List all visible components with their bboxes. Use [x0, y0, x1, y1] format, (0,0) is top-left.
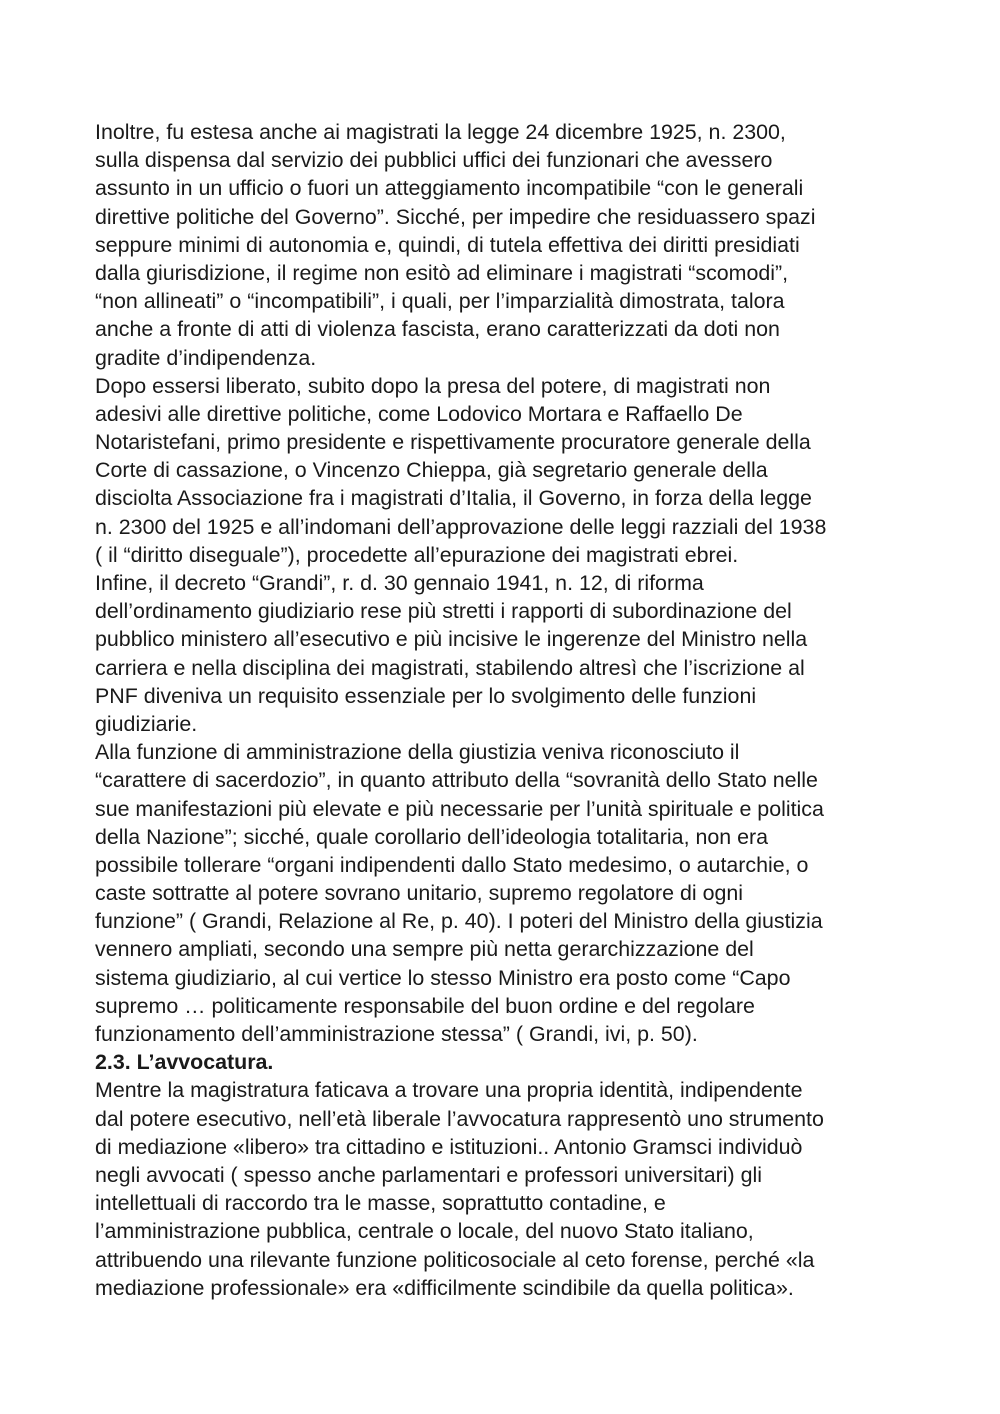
text-line: attribuendo una rilevante funzione politicosociale al ceto forense, perché «la	[95, 1247, 815, 1272]
text-line: supremo … politicamente responsabile del buon ordine e del regolare	[95, 993, 755, 1018]
text-line: dal potere esecutivo, nell’età liberale l’avvocatura rappresentò uno strumento	[95, 1106, 824, 1131]
text-line: gradite d’indipendenza.	[95, 345, 317, 370]
text-line: sistema giudiziario, al cui vertice lo stesso Ministro era posto come “Capo	[95, 965, 791, 990]
text-line: pubblico ministero all’esecutivo e più incisive le ingerenze del Ministro nella	[95, 627, 808, 652]
text-line: PNF diveniva un requisito essenziale per lo svolgimento delle funzioni	[95, 683, 757, 708]
text-line: assunto in un ufficio o fuori un atteggiamento incompatibile “con le generali	[95, 176, 804, 201]
text-line: Alla funzione di amministrazione della giustizia veniva riconosciuto il	[95, 740, 740, 765]
text-line: l’amministrazione pubblica, centrale o locale, del nuovo Stato italiano,	[95, 1219, 754, 1244]
text-line: funzionamento dell’amministrazione stessa” ( Grandi, ivi, p. 50).	[95, 1022, 698, 1046]
text-line: ( il “diritto diseguale”), procedette all’epurazione dei magistrati ebrei.	[95, 542, 739, 567]
text-line: Infine, il decreto “Grandi”, r. d. 30 gennaio 1941, n. 12, di riforma	[95, 571, 704, 595]
text-line: seppure minimi di autonomia e, quindi, di tutela effettiva dei diritti presidiati	[95, 232, 800, 257]
text-line: sulla dispensa dal servizio dei pubblici uffici dei funzionari che avessero	[95, 148, 773, 173]
text-line: Corte di cassazione, o Vincenzo Chieppa, già segretario generale della	[95, 458, 768, 483]
text-line: mediazione professionale» era «difficilmente scindibile da quella politica».	[95, 1275, 794, 1300]
text-line: dell’ordinamento giudiziario rese più stretti i rapporti di subordinazione del	[95, 599, 792, 624]
text-line: n. 2300 del 1925 e all’indomani dell’approvazione delle leggi razziali del 1938	[95, 514, 827, 539]
text-line: intellettuali di raccordo tra le masse, soprattutto contadine, e	[95, 1191, 666, 1216]
text-line: anche a fronte di atti di violenza fascista, erano caratterizzati da doti non	[95, 317, 780, 342]
body-text-before	[95, 118, 955, 1048]
text-line: “carattere di sacerdozio”, in quanto attributo della “sovranità dello Stato nelle	[95, 768, 818, 793]
text-line: disciolta Associazione fra i magistrati d’Italia, il Governo, in forza della legge	[95, 486, 812, 511]
body-text-after	[95, 1076, 955, 1302]
text-line: possibile tollerare “organi indipendenti dallo Stato medesimo, o autarchie, o	[95, 852, 809, 877]
text-line: adesivi alle direttive politiche, come Lodovico Mortara e Raffaello De	[95, 401, 743, 426]
text-line: negli avvocati ( spesso anche parlamentari e professori universitari) gli	[95, 1162, 762, 1187]
text-line: “non allineati” o “incompatibili”, i quali, per l’imparzialità dimostrata, talora	[95, 289, 785, 314]
text-line: direttive politiche del Governo”. Sicché, per impedire che residuassero spazi	[95, 204, 816, 229]
text-line: Notaristefani, primo presidente e rispettivamente procuratore generale della	[95, 430, 811, 455]
text-line: giudiziarie.	[95, 711, 198, 736]
text-line: Dopo essersi liberato, subito dopo la presa del potere, di magistrati non	[95, 373, 771, 398]
text-line: Inoltre, fu estesa anche ai magistrati la legge 24 dicembre 1925, n. 2300,	[95, 120, 786, 144]
text-line: carriera e nella disciplina dei magistrati, stabilendo altresì che l’iscrizione al	[95, 655, 805, 680]
section-heading: 2.3. L’avvocatura.	[95, 1050, 274, 1075]
text-line: della Nazione”; sicché, quale corollario dell’ideologia totalitaria, non era	[95, 824, 769, 849]
text-line: vennero ampliati, secondo una sempre più netta gerarchizzazione del	[95, 937, 754, 962]
text-line: dalla giurisdizione, il regime non esitò ad eliminare i magistrati “scomodi”,	[95, 260, 789, 285]
text-line: di mediazione «libero» tra cittadino e istituzioni.. Antonio Gramsci individuò	[95, 1134, 803, 1159]
document-page	[95, 118, 955, 1302]
text-line: caste sottratte al potere sovrano unitario, supremo regolatore di ogni	[95, 881, 744, 906]
text-line: Mentre la magistratura faticava a trovare una propria identità, indipendente	[95, 1078, 803, 1103]
text-line: funzione” ( Grandi, Relazione al Re, p. 40). I poteri del Ministro della giustizia	[95, 909, 823, 934]
text-line: sue manifestazioni più elevate e più necessarie per l’unità spirituale e politica	[95, 796, 824, 821]
